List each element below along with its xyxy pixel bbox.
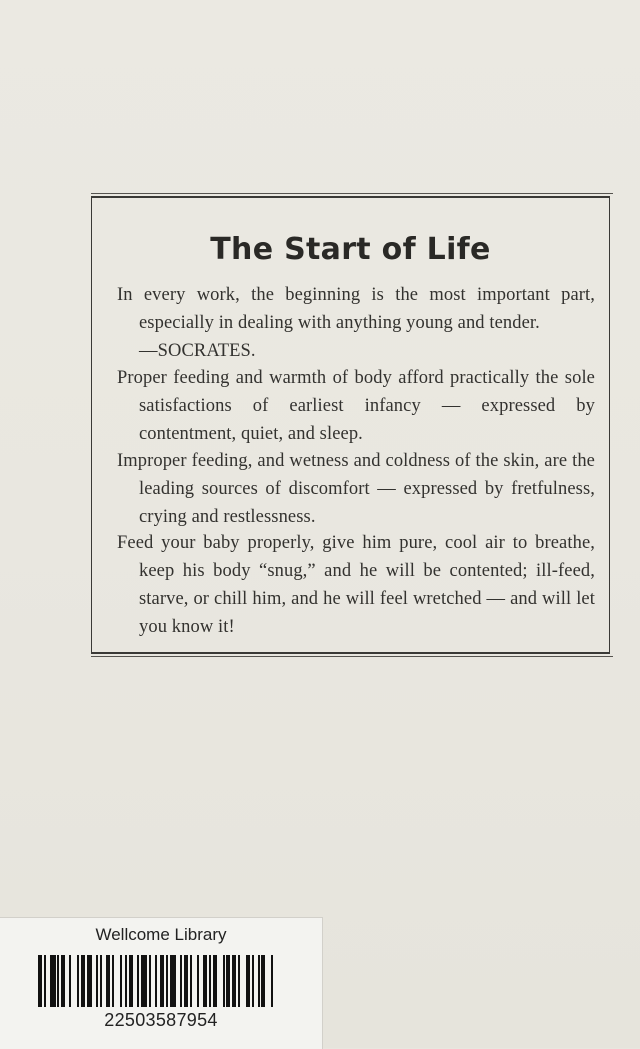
paragraph-4-text: Feed your baby properly, give him pure, cool air to breathe, keep his body “snug,” and he will be contented; ill-feed, starve, or chill him, and he will feel wretched — and will let you know it! <box>117 533 595 637</box>
paragraph-4 <box>117 529 595 641</box>
paragraph-2-text: Proper feeding and warmth of body afford practically the sole satisfactions of earliest infancy — expressed by contentment, quiet, and sleep. <box>117 368 595 444</box>
library-name: Wellcome Library <box>95 925 227 944</box>
barcode-icon <box>38 955 278 1007</box>
paragraph-3 <box>117 447 595 531</box>
quote-attribution: —SOCRATES. <box>139 341 256 361</box>
paragraph-1-text: In every work, the beginning is the most important part, especially in dealing with anything young and tender. <box>117 285 595 333</box>
paragraph-2 <box>117 364 595 448</box>
page-title: The Start of Life <box>210 232 491 267</box>
paragraph-1 <box>117 281 595 365</box>
frame-rule-top <box>91 193 613 194</box>
frame-rule-bottom <box>91 656 613 657</box>
barcode-number: 22503587954 <box>104 1010 218 1030</box>
paragraph-3-text: Improper feeding, and wetness and coldness of the skin, are the leading sources of discomfort — expressed by fretfulness, crying and restlessness. <box>117 451 595 527</box>
